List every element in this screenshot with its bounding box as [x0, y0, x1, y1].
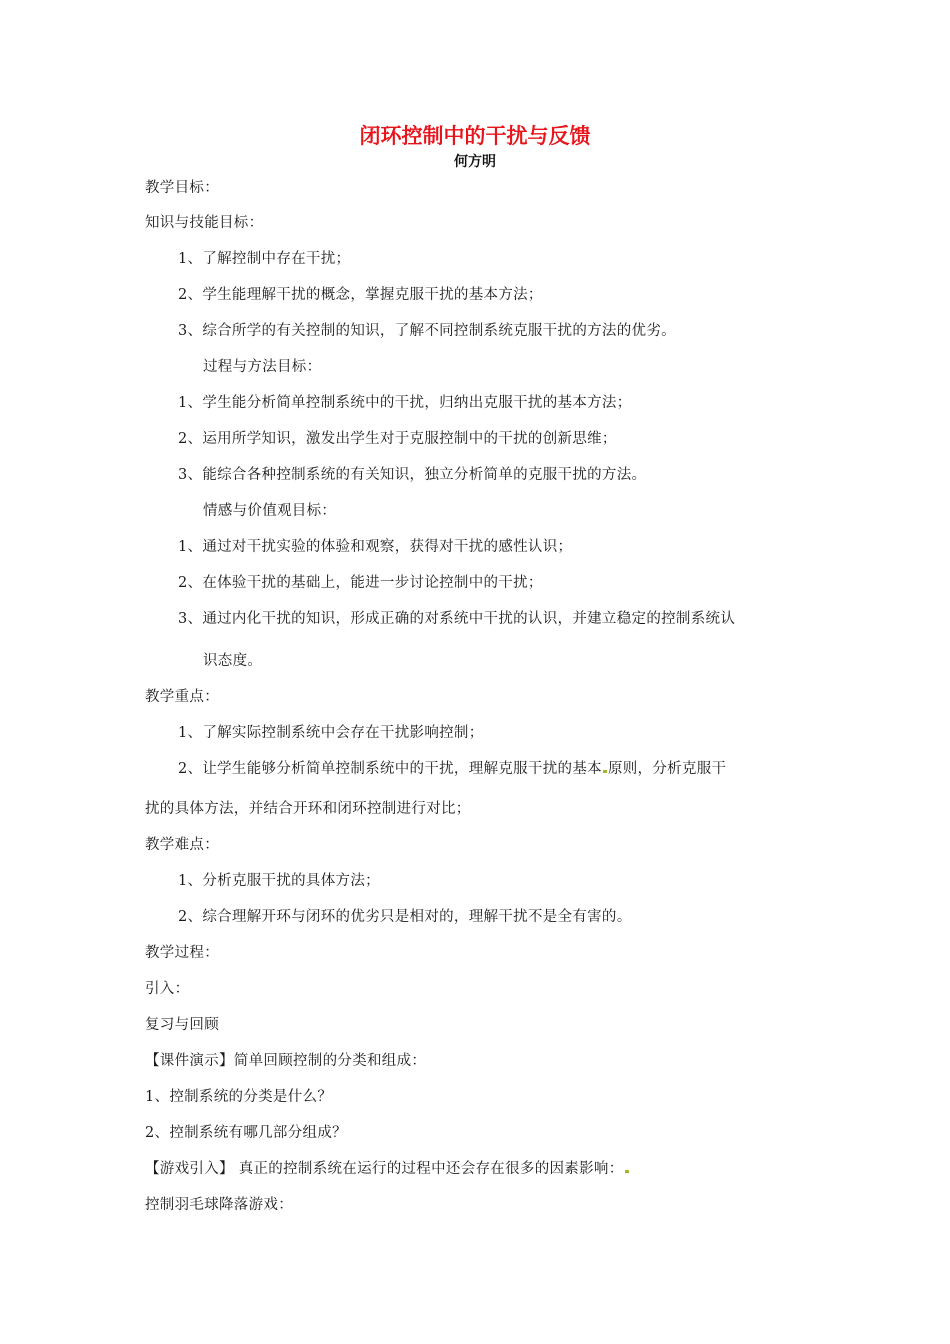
- subheading-knowledge-skills: 知识与技能目标：: [145, 215, 264, 231]
- list-item: 1、了解实际控制系统中会存在干扰影响控制；: [178, 725, 484, 741]
- list-item-continuation: 扰的具体方法，并结合开环和闭环控制进行对比；: [145, 801, 471, 817]
- list-item: 1、分析克服干扰的具体方法；: [178, 873, 380, 889]
- subheading-introduction: 引入：: [145, 981, 190, 997]
- list-item: 1、学生能分析简单控制系统中的干扰，归纳出克服干扰的基本方法；: [178, 395, 632, 411]
- list-item: 1、通过对干扰实验的体验和观察，获得对干扰的感性认识；: [178, 539, 573, 555]
- subheading-emotion-values: 情感与价值观目标：: [203, 503, 337, 519]
- list-item: 3、能综合各种控制系统的有关知识，独立分析简单的克服干扰的方法。: [178, 467, 647, 483]
- list-item: 1、了解控制中存在干扰；: [178, 251, 351, 267]
- list-item: 2、在体验干扰的基础上，能进一步讨论控制中的干扰；: [178, 575, 543, 591]
- list-item-continuation: 识态度。: [203, 653, 263, 669]
- list-item-text-part: 原则，分析克服干: [607, 761, 727, 777]
- list-item: [178, 758, 726, 780]
- edit-marker: [625, 1170, 629, 1173]
- document-author: 何方明: [454, 154, 496, 170]
- list-item: 2、综合理解开环与闭环的优劣只是相对的，理解干扰不是全有害的。: [178, 909, 632, 925]
- document-title: 闭环控制中的干扰与反馈: [359, 124, 591, 148]
- edit-marker: [603, 770, 607, 773]
- section-heading-process: 教学过程：: [145, 945, 219, 961]
- section-heading-difficulties: 教学难点：: [145, 837, 219, 853]
- list-item: 2、运用所学知识，激发出学生对于克服控制中的干扰的创新思维；: [178, 431, 617, 447]
- section-heading-key-points: 教学重点：: [145, 689, 219, 705]
- list-item: 2、控制系统有哪几部分组成？: [145, 1125, 347, 1141]
- paragraph-text: 【游戏引入】 真正的控制系统在运行的过程中还会存在很多的因素影响：: [145, 1161, 624, 1177]
- list-item: 1、控制系统的分类是什么？: [145, 1089, 333, 1105]
- paragraph: [145, 1158, 630, 1180]
- paragraph: 控制羽毛球降落游戏：: [145, 1197, 293, 1213]
- list-item: 2、学生能理解干扰的概念，掌握克服干扰的基本方法；: [178, 287, 543, 303]
- section-heading-goals: 教学目标：: [145, 180, 219, 196]
- subheading-process-method: 过程与方法目标：: [203, 359, 322, 375]
- paragraph: 复习与回顾: [145, 1017, 219, 1033]
- list-item-text-part: 2、让学生能够分析简单控制系统中的干扰，理解克服干扰的基本: [178, 761, 602, 777]
- list-item: 3、综合所学的有关控制的知识，了解不同控制系统克服干扰的方法的优劣。: [178, 323, 676, 339]
- list-item: 3、通过内化干扰的知识，形成正确的对系统中干扰的认识，并建立稳定的控制系统认: [178, 611, 736, 627]
- paragraph: 【课件演示】简单回顾控制的分类和组成：: [145, 1053, 427, 1069]
